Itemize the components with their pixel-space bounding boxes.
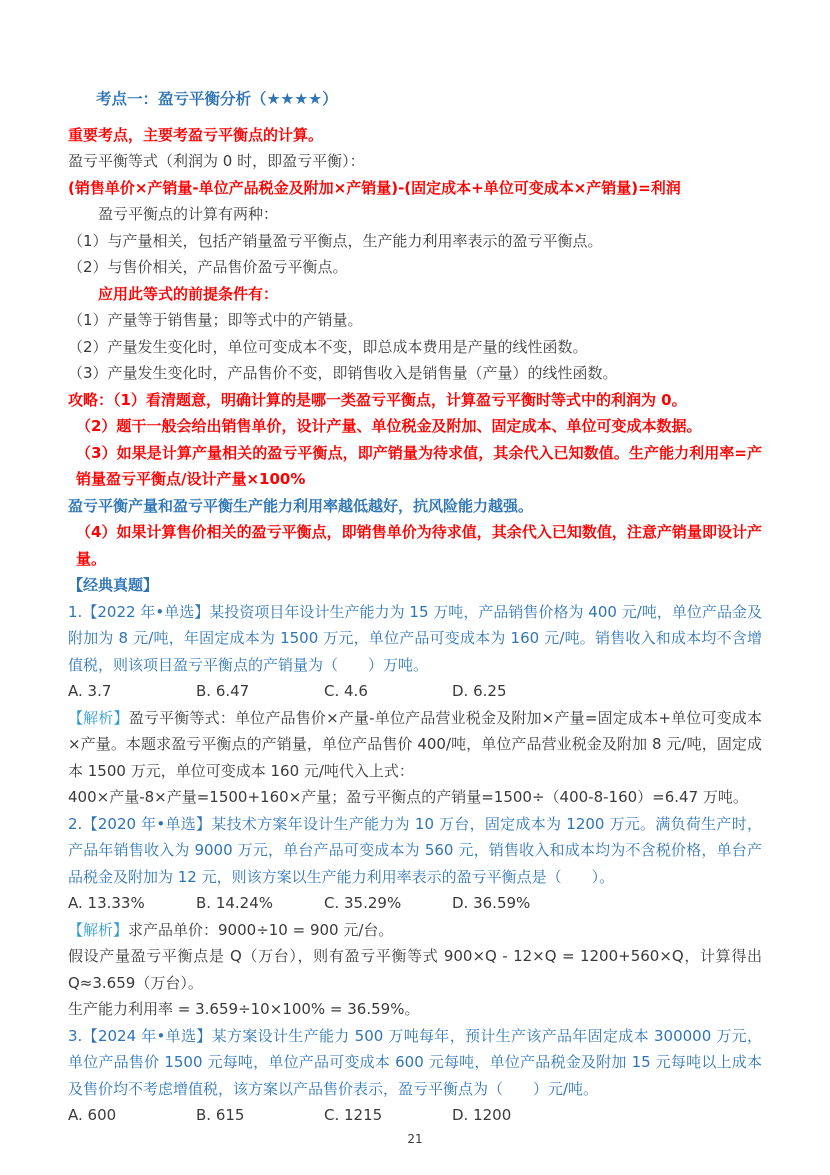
classic-questions-header: 【经典真题】 [68,576,159,594]
page-number: 21 [407,1132,423,1146]
analysis-text: 盈亏平衡等式：单位产品售价×产量-单位产品营业税金及附加×产量=固定成本+单位可变成本×产量。本题求盈亏平衡点的产销量，单位产品售价 400/吨，单位产品营业税金及附加 8 元/吨，固定成本 1500 万元，单位可变成本 160 元/吨代入上式： [68,708,762,780]
breakeven-equation: (销售单价×产销量-单位产品税金及附加×产销量)-(固定成本+单位可变成本×产销量)=利润 [68,178,681,197]
question-1-options [68,678,762,705]
section-title: 考点一：盈亏平衡分析（★★★★） [96,90,338,108]
question-3-option-c: C. 1215 [324,1106,383,1124]
question-3-option-d: D. 1200 [452,1106,512,1124]
type-item-1: （1）与产量相关，包括产销量盈亏平衡点，生产能力利用率表示的盈亏平衡点。 [68,231,603,250]
important-note: 重要考点，主要考盈亏平衡点的计算。 [68,125,324,144]
strategy-line-4: （4）如果计算售价相关的盈亏平衡点，即销售单价为待求值，其余代入已知数值，注意产销量即设计产量。 [76,523,762,568]
question-3-options [68,1102,762,1129]
question-2-calculation-1: 假设产量盈亏平衡点是 Q（万台），则有盈亏平衡等式 900×Q - 12×Q = 1200+560×Q，计算得出 Q≈3.659（万台）。 [68,947,762,992]
strategy-line-1: 攻略：（1）看清题意，明确计算的是哪一类盈亏平衡点，计算盈亏平衡时等式中的利润为 0。 [68,390,687,409]
premise-item-2: （2）产量发生变化时，单位可变成本不变，即总成本费用是产量的线性函数。 [68,337,588,356]
question-1-stem: 1.【2022 年•单选】某投资项目年设计生产能力为 15 万吨，产品销售价格为 400 元/吨，单位产品金及附加为 8 元/吨，年固定成本为 1500 万元，单位产品可变成本为 160 元/吨。销售收入和成本均不含增值税，则该项目盈亏平衡点的产销量为（ ）万吨。 [68,602,762,674]
analysis-text: 求产品单价：9000÷10 = 900 元/台。 [128,920,394,939]
document-content [68,86,762,1129]
question-2-option-a: A. 13.33% [68,894,145,912]
two-types-intro: 盈亏平衡点的计算有两种： [98,205,279,223]
question-1-option-a: A. 3.7 [68,682,112,700]
question-2-options [68,890,762,917]
strategy-line-2: （2）题干一般会给出销售单价，设计产量、单位税金及附加、固定成本、单位可变成本数据。 [76,417,702,435]
question-3-option-a: A. 600 [68,1106,117,1124]
question-1-option-d: D. 6.25 [452,682,507,700]
analysis-label: 【解析】 [68,920,129,939]
question-2-analysis [68,917,762,944]
strategy-note: 盈亏平衡产量和盈亏平衡生产能力利用率越低越好，抗风险能力越强。 [68,496,534,515]
type-item-2: （2）与售价相关，产品售价盈亏平衡点。 [68,258,348,276]
premise-item-1: （1）产量等于销售量；即等式中的产销量。 [68,311,363,329]
strategy-line-3: （3）如果是计算产量相关的盈亏平衡点，即产销量为待求值，其余代入已知数值。生产能力利用率=产销量盈亏平衡点/设计产量×100% [76,443,762,488]
question-2-option-c: C. 35.29% [324,894,402,912]
question-3-option-b: B. 615 [196,1106,245,1124]
premise-title: 应用此等式的前提条件有： [98,284,279,303]
question-1-analysis [68,705,762,785]
analysis-label: 【解析】 [68,708,129,727]
question-1-option-c: C. 4.6 [324,682,368,700]
question-1-calculation: 400×产量-8×产量=1500+160×产量；盈亏平衡点的产销量=1500÷（400-8-160）=6.47 万吨。 [68,788,748,806]
premise-item-3: （3）产量发生变化时，产品售价不变，即销售收入是销售量（产量）的线性函数。 [68,364,618,382]
question-2-option-b: B. 14.24% [196,894,274,912]
question-3-stem: 3.【2024 年•单选】某方案设计生产能力 500 万吨每年，预计生产该产品年固定成本 300000 万元，单位产品售价 1500 元每吨，单位产品可变成本 600 元每吨，单位产品税金及附加 15 元每吨以上成本及售价均不考虑增值税，该方案以产品售价表示，盈亏平衡点为（ ）元/吨。 [68,1026,762,1098]
question-2-stem: 2.【2020 年•单选】某技术方案年设计生产能力为 10 万台，固定成本为 1200 万元。满负荷生产时，产品年销售收入为 9000 万元，单台产品可变成本为 560 元，销售收入和成本均为不含税价格，单台产品税金及附加为 12 元，则该方案以生产能力利用率表示的盈亏平衡点是（ ）。 [68,814,762,886]
question-1-option-b: B. 6.47 [196,682,250,700]
equation-intro: 盈亏平衡等式（利润为 0 时，即盈亏平衡）： [68,152,365,170]
question-2-calculation-2: 生产能力利用率 = 3.659÷10×100% = 36.59%。 [68,1000,420,1018]
question-2-option-d: D. 36.59% [452,894,531,912]
